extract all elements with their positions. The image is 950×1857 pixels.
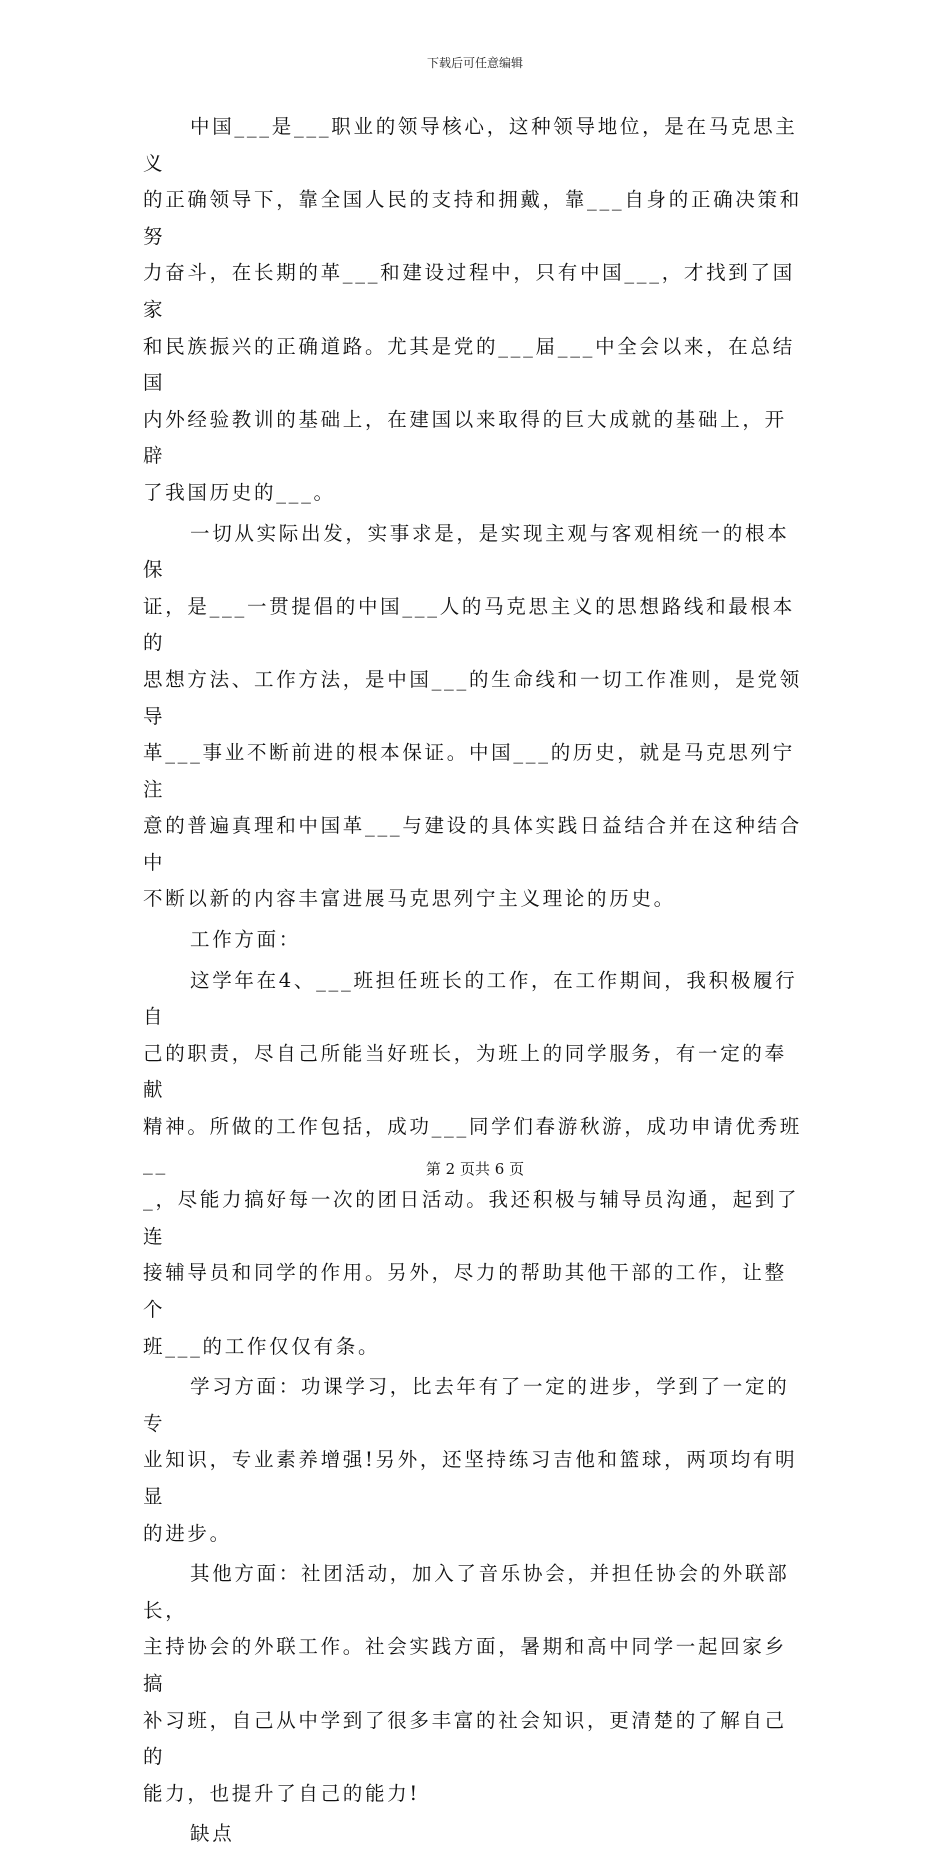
paragraph-seek-truth: 一切从实际出发，实事求是，是实现主观与客观相统一的根本保 证，是___一贯提倡的中国___人的马克思主义的思想路线和最根本的 思想方法、工作方法，是中国___的生命线和一切工作准则，是党领导 革___事业不断前进的根本保证。中国___的历史，就是马克思列宁注 意的普遍真理和中国革___与建设的具体实践日益结合并在这种结合中 不断以新的内容丰富进展马克思列宁主义理论的历史。	[143, 521, 802, 911]
section-heading-shortcomings: 缺点	[190, 1822, 235, 1846]
page-header: 下载后可任意编辑	[426, 56, 523, 70]
paragraph-other: 其他方面：社团活动，加入了音乐协会，并担任协会的外联部长， 主持协会的外联工作。社会实践方面，暑期和高中同学一起回家乡搞 补习班，自己从中学到了很多丰富的社会知识，更清楚的了解自己的 能力，也提升了自己的能力!	[143, 1562, 790, 1805]
document-body	[143, 109, 805, 1857]
paragraph-work: 这学年在4、___班担任班长的工作，在工作期间，我积极履行自 己的职责，尽自己所能当好班长，为班上的同学服务，有一定的奉献 精神。所做的工作包括，成功___同学们春游秋游，成功申请优秀班__ _，尽能力搞好每一次的团日活动。我还积极与辅导员沟通，起到了连 接辅导员和同学的作用。另外，尽力的帮助其他干部的工作，让整个 班___的工作仅仅有条。	[143, 968, 802, 1358]
paragraph-study: 学习方面：功课学习，比去年有了一定的进步，学到了一定的专 业知识，专业素养增强!另外，还坚持练习吉他和篮球，两项均有明显 的进步。	[143, 1375, 798, 1545]
section-heading-work: 工作方面：	[190, 928, 302, 952]
paragraph-party-leadership: 中国___是___职业的领导核心，这种领导地位，是在马克思主义 的正确领导下，靠全国人民的支持和拥戴，靠___自身的正确决策和努 力奋斗，在长期的革___和建设过程中，只有中国___，才找到了国家 和民族振兴的正确道路。尤其是党的___届___中全会以来，在总结国 内外经验教训的基础上，在建国以来取得的巨大成就的基础上，开辟 了我国历史的___。	[143, 115, 802, 504]
page-footer: 第 2 页共 6 页	[425, 1160, 525, 1178]
